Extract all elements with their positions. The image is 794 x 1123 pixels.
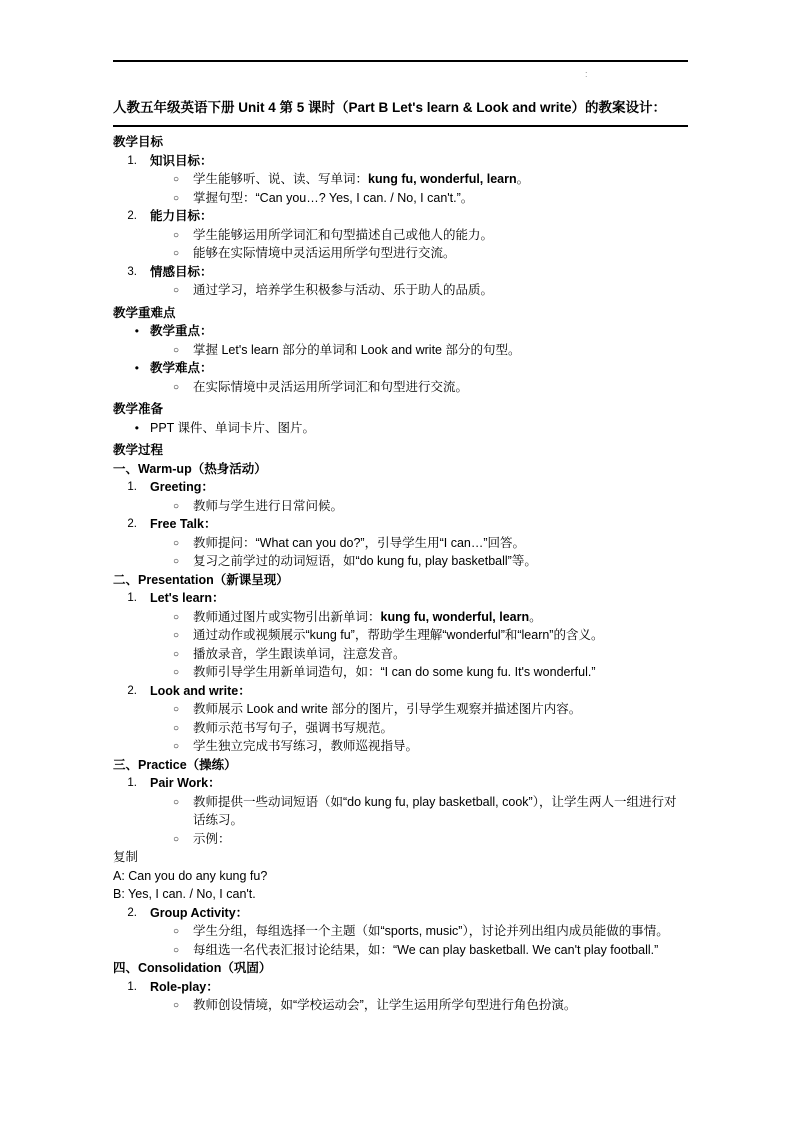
- list-item-text: 掌握 Let's learn 部分的单词和 Look and write 部分的句型。: [193, 342, 521, 357]
- list-item-text: 教师示范书写句子，强调书写规范。: [193, 720, 394, 735]
- list-item: [113, 281, 688, 300]
- list-item: [113, 341, 688, 360]
- list-item-label: 能力目标：: [150, 209, 213, 223]
- circle-bullet-icon: ○: [173, 944, 180, 956]
- page-title: 人教五年级英语下册 Unit 4 第 5 课时（Part B Let's learn & Look and write）的教案设计：: [113, 100, 667, 115]
- circle-bullet-icon: ○: [173, 556, 180, 567]
- circle-bullet-icon: ○: [173, 248, 180, 259]
- circle-bullet-icon: ○: [173, 537, 180, 549]
- list-item: [113, 700, 688, 719]
- list-item: [113, 626, 688, 645]
- list-item: [113, 189, 688, 208]
- list-item: [113, 552, 688, 571]
- title-underline-rule: [113, 125, 688, 127]
- list-item-text: PPT 课件、单词卡片、图片。: [150, 420, 316, 435]
- circle-bullet-icon: ○: [173, 1000, 180, 1011]
- circle-bullet-icon: ○: [173, 667, 180, 678]
- list-marker: 2.: [127, 906, 137, 919]
- list-item-text: 通过动作或视频展示“kung fu”，帮助学生理解“wonderful”和“learn”的含义。: [193, 628, 604, 642]
- list-item-label: Free Talk：: [150, 517, 217, 531]
- list-item-text: 教师引导学生用新单词造句，如：“I can do some kung fu. It's wonderful.”: [193, 665, 596, 679]
- list-item: [113, 322, 688, 341]
- step-heading-presentation: 二、Presentation（新课呈现）: [113, 572, 289, 587]
- list-item-label: 知识目标：: [150, 153, 213, 168]
- circle-bullet-icon: ○: [173, 344, 180, 356]
- list-item: [113, 774, 688, 793]
- circle-bullet-icon: ○: [173, 796, 180, 808]
- list-item-label: Group Activity：: [150, 905, 249, 920]
- disc-bullet-icon: •: [134, 324, 139, 338]
- circle-bullet-icon: ○: [173, 500, 180, 512]
- step-heading-warmup: 一、Warm-up（热身活动）: [113, 461, 267, 476]
- list-item: [113, 478, 688, 497]
- section-heading-objectives: 教学目标: [113, 135, 164, 149]
- list-marker: 2.: [127, 210, 137, 222]
- list-item-text: 教师提供一些动词短语（如“do kung fu, play basketball, cook”），让学生两人一组进行对话练习。: [193, 794, 677, 827]
- list-item: [113, 534, 688, 553]
- section-heading-keypoints: 教学重难点: [113, 305, 176, 320]
- list-item: [113, 904, 688, 923]
- list-item: [113, 608, 688, 627]
- list-item-label: Look and write：: [150, 683, 251, 698]
- list-item-label: Pair Work：: [150, 776, 221, 790]
- list-item-text: 教师展示 Look and write 部分的图片，引导学生观察并描述图片内容。: [193, 702, 582, 716]
- disc-bullet-icon: •: [134, 420, 139, 435]
- list-item-text: 在实际情境中灵活运用所学词汇和句型进行交流。: [193, 379, 469, 394]
- list-item: [113, 419, 688, 438]
- list-item-text: 能够在实际情境中灵活运用所学句型进行交流。: [193, 246, 456, 260]
- list-item: [113, 244, 688, 263]
- circle-bullet-icon: ○: [173, 648, 180, 660]
- circle-bullet-icon: ○: [173, 630, 180, 641]
- list-item: [113, 793, 688, 830]
- list-item: [113, 589, 688, 608]
- list-marker: 2.: [127, 684, 137, 697]
- step-heading-consolidation: 四、Consolidation（巩固）: [113, 961, 272, 975]
- list-item: [113, 922, 688, 941]
- list-item: [113, 378, 688, 397]
- header-area: [113, 62, 688, 92]
- list-item-text: 学生分组，每组选择一个主题（如“sports, music”），讨论并列出组内成员能做的事情。: [193, 924, 669, 938]
- list-item: [113, 226, 688, 245]
- list-item-text: 通过学习，培养学生积极参与活动、乐于助人的品质。: [193, 283, 494, 297]
- list-item-text: 学生能够运用所学词汇和句型描述自己或他人的能力。: [193, 227, 494, 242]
- circle-bullet-icon: ○: [173, 381, 180, 393]
- dialogue-line-b: B: Yes, I can. / No, I can't.: [113, 887, 256, 901]
- list-item: [113, 663, 688, 682]
- list-marker: 1.: [127, 980, 137, 993]
- list-marker: 1.: [127, 777, 137, 789]
- list-item-label: 教学难点：: [150, 361, 213, 375]
- list-item: [113, 719, 688, 738]
- list-marker: 1.: [127, 592, 137, 604]
- circle-bullet-icon: ○: [173, 741, 180, 752]
- step-heading-practice: 三、Practice（操练）: [113, 757, 237, 772]
- list-item-text: 教师创设情境，如“学校运动会”，让学生运用所学句型进行角色扮演。: [193, 998, 577, 1012]
- list-item: [113, 737, 688, 756]
- document-content: [113, 60, 688, 1015]
- list-item-text: 教师通过图片或实物引出新单词：kung fu, wonderful, learn。: [193, 609, 542, 624]
- circle-bullet-icon: ○: [173, 926, 180, 937]
- list-marker: 1.: [127, 154, 137, 167]
- circle-bullet-icon: ○: [173, 174, 180, 185]
- list-item: [113, 207, 688, 226]
- list-item-label: 情感目标：: [150, 264, 213, 279]
- list-item: [113, 152, 688, 171]
- section-heading-preparation: 教学准备: [113, 402, 164, 416]
- copy-label[interactable]: 复制: [113, 850, 139, 864]
- list-item-text: 教师提问：“What can you do?”，引导学生用“I can…”回答。: [193, 535, 526, 550]
- header-mark: :: [585, 69, 588, 79]
- list-item-text: 每组选一名代表汇报讨论结果，如：“We can play basketball. We can't play football.”: [193, 942, 659, 957]
- list-item-text: 学生能够听、说、读、写单词：kung fu, wonderful, learn。: [193, 172, 530, 186]
- list-item: [113, 682, 688, 701]
- list-item-label: Let's learn：: [150, 591, 225, 605]
- list-item-text: 播放录音，学生跟读单词，注意发音。: [193, 646, 406, 661]
- circle-bullet-icon: ○: [173, 229, 180, 241]
- list-item: [113, 830, 688, 849]
- list-item-label: Role-play：: [150, 979, 219, 994]
- list-item-text: 学生独立完成书写练习，教师巡视指导。: [193, 739, 419, 753]
- list-marker: 1.: [127, 481, 137, 493]
- dialogue-line-a: A: Can you do any kung fu?: [113, 868, 268, 883]
- list-item-text: 掌握句型：“Can you…? Yes, I can. / No, I can't.”。: [193, 190, 474, 205]
- list-item: [113, 170, 688, 189]
- circle-bullet-icon: ○: [173, 611, 180, 623]
- list-item: [113, 645, 688, 664]
- circle-bullet-icon: ○: [173, 722, 180, 734]
- list-item: [113, 263, 688, 282]
- list-item-text: 复习之前学过的动词短语，如“do kung fu, play basketball”等。: [193, 554, 537, 568]
- list-marker: 2.: [127, 518, 137, 530]
- circle-bullet-icon: ○: [173, 285, 180, 296]
- disc-bullet-icon: •: [134, 361, 139, 375]
- list-item: [113, 497, 688, 516]
- circle-bullet-icon: ○: [173, 192, 180, 204]
- circle-bullet-icon: ○: [173, 704, 180, 715]
- list-item: [113, 941, 688, 960]
- list-marker: 3.: [127, 265, 137, 278]
- list-item-label: 教学重点：: [150, 324, 213, 338]
- list-item-text: 教师与学生进行日常问候。: [193, 498, 344, 513]
- list-item-label: Greeting：: [150, 480, 214, 494]
- section-heading-process: 教学过程: [113, 443, 164, 457]
- list-item: [113, 996, 688, 1015]
- list-item-text: 示例：: [193, 831, 231, 846]
- list-item: [113, 359, 688, 378]
- list-item: [113, 515, 688, 534]
- list-item: [113, 978, 688, 997]
- circle-bullet-icon: ○: [173, 833, 180, 845]
